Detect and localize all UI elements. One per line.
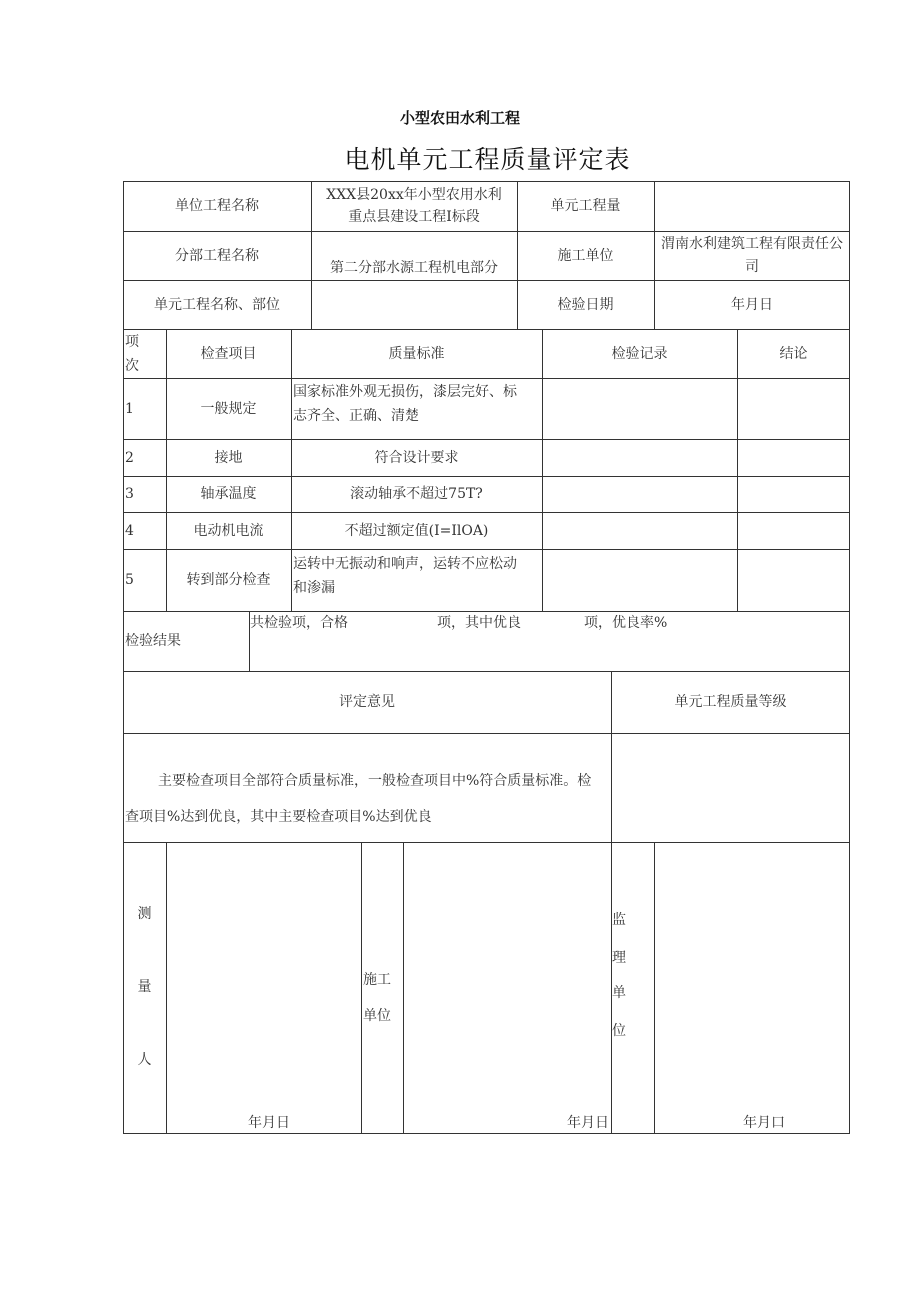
unit-project-line1: XXX县20xx年小型农用水利 [326, 187, 502, 203]
result-part3: 项，优良率% [584, 615, 668, 631]
measurer-label [123, 903, 166, 1069]
header-no [124, 330, 166, 378]
inspect-date-value: 年月日 [731, 296, 773, 313]
item-1-standard-line2: 志齐全、正确、清楚 [293, 408, 419, 424]
form-title: 电机单元工程质量评定表 [344, 145, 631, 174]
supervisor-char-2: 理 [612, 950, 626, 966]
item-2-no: 2 [125, 449, 134, 466]
result-part1: 共检验项，合格 [250, 615, 348, 631]
unit-name-label: 单元工程名称、部位 [154, 296, 280, 313]
unit-project-label: 单位工程名称 [175, 198, 259, 214]
header-record: 检验记录 [611, 345, 668, 362]
contractor-sign-line2: 单位 [363, 1008, 391, 1024]
item-1-standard-line1: 国家标准外观无损伤，漆层完好、标 [293, 384, 517, 400]
item-4-standard: 不超过额定值(I=IlOA) [344, 522, 489, 539]
unit-project-line2: 重点县建设工程I标段 [348, 209, 480, 225]
item-5-standard [291, 552, 542, 611]
supervisor-char-4: 位 [612, 1023, 626, 1039]
measurer-char-1: 测 [137, 906, 152, 922]
measurer-char-2: 量 [137, 979, 152, 995]
supervisor-char-1: 监 [612, 912, 626, 928]
sub-project-label: 分部工程名称 [175, 247, 259, 264]
item-3-standard: 滚动轴承不超过75T? [350, 486, 483, 502]
unit-quantity-value [654, 181, 850, 231]
contractor-value [654, 233, 850, 280]
unit-name-value [311, 280, 517, 329]
item-3-name: 轴承温度 [200, 486, 257, 502]
grade-value [611, 733, 850, 842]
item-1-no: 1 [125, 400, 134, 417]
header-no-line2: 次 [125, 358, 139, 374]
item-4-no: 4 [125, 522, 134, 539]
result-summary [250, 611, 850, 635]
item-3-no: 3 [125, 486, 134, 502]
item-5-no: 5 [125, 572, 134, 588]
header-item: 检查项目 [200, 345, 257, 362]
measurer-char-3: 人 [137, 1052, 152, 1068]
item-5-name: 转到部分检查 [186, 572, 271, 588]
opinion-label: 评定意见 [339, 694, 395, 710]
item-2-standard: 符合设计要求 [374, 449, 459, 466]
header-no-line1: 项 [125, 334, 139, 350]
header-conclusion: 结论 [779, 345, 808, 362]
contractor-sign-label [362, 962, 403, 1034]
contractor-line1: 渭南水利建筑工程有限责任公 [661, 236, 843, 252]
opinion-line1: 主要检查项目全部符合质量标准，一般检查项目中%符合质量标准。检 [158, 773, 592, 789]
item-5-standard-line2: 和渗漏 [293, 580, 335, 596]
item-5-standard-line1: 运转中无振动和响声，运转不应松动 [293, 556, 517, 572]
form-subtitle: 小型农田水利工程 [399, 109, 520, 127]
opinion-text [124, 763, 612, 835]
opinion-line2: 查项目%达到优良，其中主要检查项目%达到优良 [125, 809, 432, 825]
unit-project-value [311, 184, 517, 231]
header-standard: 质量标准 [388, 345, 445, 362]
item-4-name: 电动机电流 [193, 522, 264, 539]
contractor-sign-date: 年月日 [567, 1115, 609, 1131]
result-label: 检验结果 [125, 633, 181, 649]
contractor-line2: 司 [745, 259, 759, 275]
sub-project-value: 第二分部水源工程机电部分 [330, 260, 498, 276]
item-1-name: 一般规定 [200, 400, 257, 417]
supervisor-char-3: 单 [612, 985, 626, 1001]
contractor-label: 施工单位 [557, 247, 614, 264]
supervisor-label [612, 909, 630, 1040]
contractor-sign-line1: 施工 [363, 972, 391, 988]
supervisor-date: 年月口 [743, 1115, 785, 1131]
inspect-date-label: 检验日期 [557, 296, 614, 313]
grade-label: 单元工程质量等级 [674, 694, 787, 710]
unit-quantity-label: 单元工程量 [550, 198, 621, 214]
item-2-name: 接地 [214, 449, 243, 466]
item-1-standard [291, 380, 542, 439]
measurer-date: 年月日 [248, 1115, 290, 1131]
result-part2: 项，其中优良 [437, 615, 521, 631]
